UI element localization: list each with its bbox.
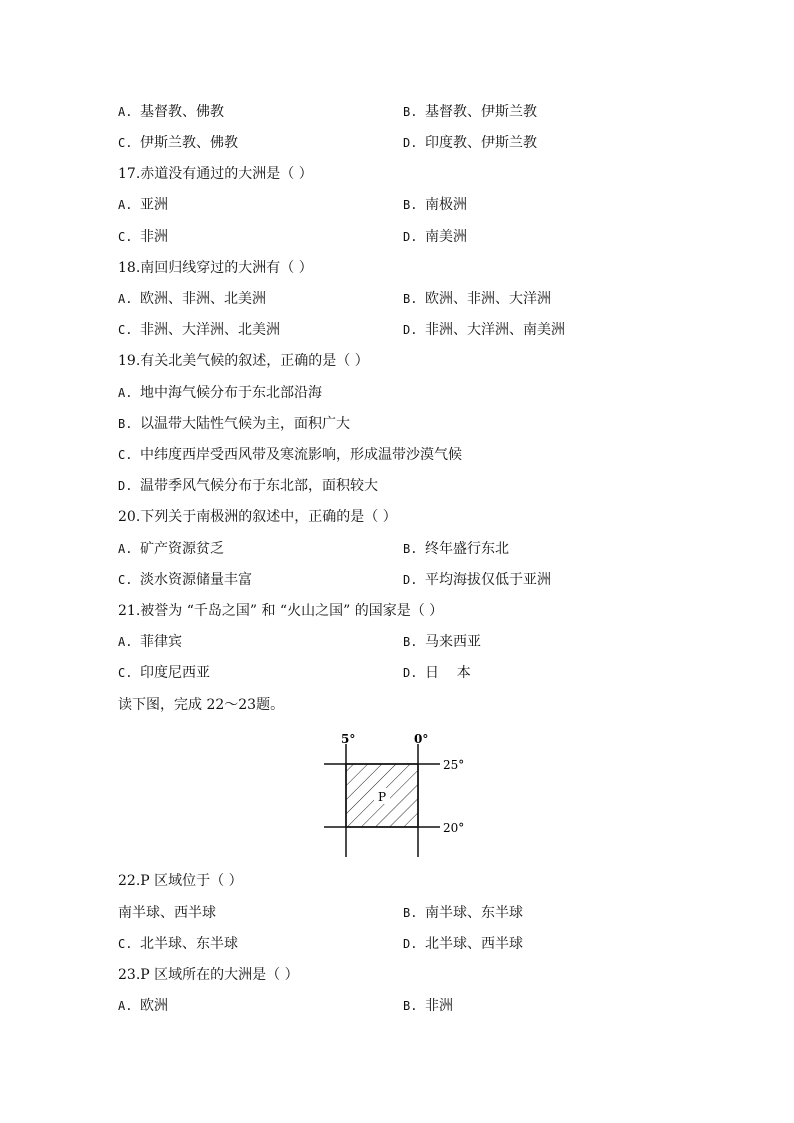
option-letter: B. <box>403 198 418 212</box>
option-text: 非洲、大洋洲、南美洲 <box>425 322 565 338</box>
option-letter: B. <box>403 542 418 556</box>
option-text: 马来西亚 <box>425 634 481 650</box>
q19-stem: 19.有关北美气候的叙述，正确的是（ ） <box>118 353 369 369</box>
option-letter: D. <box>403 937 418 951</box>
option-text: 中纬度西岸受西风带及寒流影响，形成温带沙漠气候 <box>140 447 462 463</box>
option-text: 地中海气候分布于东北部沿海 <box>140 385 322 401</box>
figure-intro: 读下图，完成 22～23题。 <box>118 697 285 713</box>
option-text: 以温带大陆性气候为主，面积广大 <box>140 416 350 432</box>
option-letter: B. <box>403 999 418 1013</box>
q22-stem: 22.P 区域位于（ ） <box>118 873 243 889</box>
q22-option-a[interactable] <box>118 903 216 923</box>
option-letter: D. <box>403 323 418 337</box>
option-letter: D. <box>118 479 133 493</box>
option-text: 日 本 <box>425 665 471 681</box>
option-letter: D. <box>403 136 418 150</box>
q21-stem: 21.被誉为 “千岛之国” 和 “火山之国” 的国家是（ ） <box>118 603 444 619</box>
q22-option-d[interactable] <box>403 934 523 954</box>
lon-left-label: 5° <box>341 732 356 746</box>
option-text: 北半球、东半球 <box>140 936 238 952</box>
option-text: 印度教、伊斯兰教 <box>425 135 537 151</box>
option-letter: A. <box>118 105 133 119</box>
option-letter: A. <box>118 386 133 400</box>
q17-stem: 17.赤道没有通过的大洲是（ ） <box>118 166 313 182</box>
q23-option-b[interactable] <box>403 996 453 1016</box>
option-text: 温带季风气候分布于东北部，面积较大 <box>140 478 378 494</box>
option-letter: B. <box>403 906 418 920</box>
option-text: 欧洲、非洲、北美洲 <box>140 291 266 307</box>
lat-bottom-label: 20° <box>443 821 465 835</box>
option-text: 欧洲 <box>140 998 168 1014</box>
q23-stem: 23.P 区域所在的大洲是（ ） <box>118 967 299 983</box>
option-text: 印度尼西亚 <box>140 665 210 681</box>
option-letter: A. <box>118 999 133 1013</box>
lon-right-label: 0° <box>414 732 429 746</box>
q20-stem: 20.下列关于南极洲的叙述中，正确的是（ ） <box>118 509 397 525</box>
option-letter: D. <box>403 230 418 244</box>
option-text: 矿产资源贫乏 <box>140 541 224 557</box>
option-letter: B. <box>118 417 133 431</box>
option-text: 伊斯兰教、佛教 <box>140 135 238 151</box>
option-letter: B. <box>403 105 418 119</box>
q22-option-b[interactable] <box>403 903 523 923</box>
option-letter: C. <box>118 136 133 150</box>
option-letter: A. <box>118 542 133 556</box>
option-letter: A. <box>118 292 133 306</box>
lat-top-label: 25° <box>443 758 465 772</box>
q22-option-c[interactable] <box>118 934 238 954</box>
option-text: 南美洲 <box>425 229 467 245</box>
option-letter: C. <box>118 323 133 337</box>
option-letter: D. <box>403 573 418 587</box>
option-text: 南极洲 <box>425 197 467 213</box>
option-text: 基督教、佛教 <box>140 104 224 120</box>
option-text: 终年盛行东北 <box>425 541 509 557</box>
option-text: 欧洲、非洲、大洋洲 <box>425 291 551 307</box>
option-letter: A. <box>118 635 133 649</box>
option-text: 基督教、伊斯兰教 <box>425 104 537 120</box>
q23-option-a[interactable] <box>118 996 168 1016</box>
option-text: 北半球、西半球 <box>425 936 523 952</box>
region-label: P <box>377 790 387 804</box>
option-letter: C. <box>118 448 133 462</box>
option-letter: D. <box>403 666 418 680</box>
option-text: 淡水资源储量丰富 <box>140 572 252 588</box>
option-text: 平均海拔仅低于亚洲 <box>425 572 551 588</box>
option-text: 非洲 <box>140 229 168 245</box>
option-text: 菲律宾 <box>140 634 182 650</box>
option-letter: A. <box>118 198 133 212</box>
q18-stem: 18.南回归线穿过的大洲有（ ） <box>118 260 313 276</box>
option-letter: B. <box>403 292 418 306</box>
option-text: 非洲 <box>425 998 453 1014</box>
option-text: 非洲、大洋洲、北美洲 <box>140 322 280 338</box>
option-letter: C. <box>118 573 133 587</box>
option-letter: C. <box>118 666 133 680</box>
option-letter: B. <box>403 635 418 649</box>
option-text: 亚洲 <box>140 197 168 213</box>
option-letter: C. <box>118 937 133 951</box>
option-letter: C. <box>118 230 133 244</box>
option-text: 南半球、东半球 <box>425 905 523 921</box>
option-text: 南半球、西半球 <box>118 905 216 921</box>
